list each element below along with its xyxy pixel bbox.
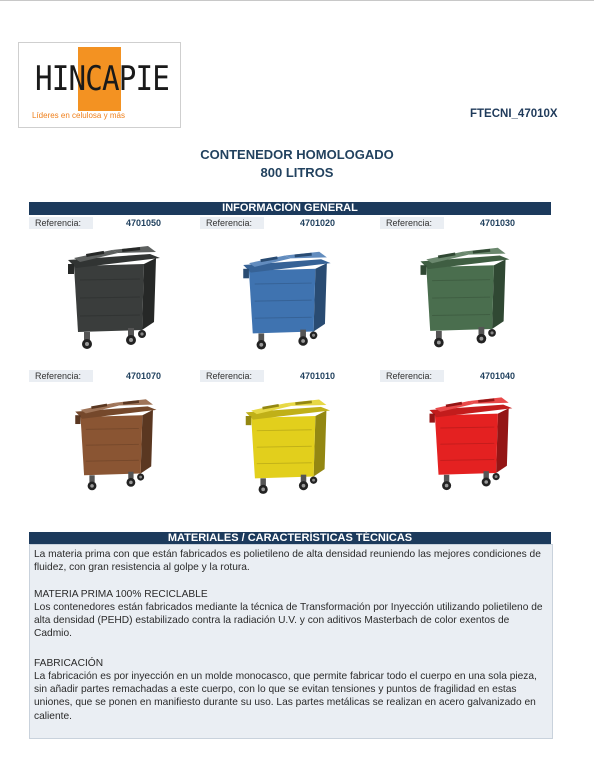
blue-container-icon: [235, 246, 337, 360]
logo-wordmark: HINCAPIE: [35, 59, 169, 99]
materials-intro: La materia prima con que están fabricados es polietileno de alta densidad reuniendo las mejores condiciones de fluidez, con gran resistencia al golpe y la rotura.: [34, 549, 541, 574]
page-title: CONTENEDOR HOMOLOGADO: [200, 147, 394, 162]
recyclable-text: Los contenedores están fabricados mediante la técnica de Transformación por Inyección utilizando polietileno de alta densidad (PEHD) estabilizado contra la radiación U.V. y con aditivos Masterbach de color exentos de Cadmio.: [34, 602, 543, 640]
reference-label: Referencia:: [29, 217, 93, 229]
reference-label: Referencia:: [380, 370, 444, 382]
reference-code: 4701050: [126, 218, 162, 228]
green-container-icon: [411, 242, 517, 358]
fabrication-heading: FABRICACIÓN: [34, 658, 104, 669]
logo-tagline: Líderes en celulosa y más: [32, 111, 125, 120]
reference-code: 4701070: [126, 371, 162, 381]
reference-code: 4701010: [300, 371, 336, 381]
company-logo: [18, 42, 181, 128]
yellow-container-icon: [235, 394, 339, 504]
black-container-icon: [60, 240, 166, 360]
reference-code: 4701020: [300, 218, 336, 228]
brown-container-icon: [62, 394, 168, 500]
reference-label: Referencia:: [29, 370, 93, 382]
red-container-icon: [420, 392, 520, 500]
page-subtitle: 800 LITROS: [260, 165, 334, 180]
fabrication-text: La fabricación es por inyección en un molde monocasco, que permite fabricar todo el cuerpo en una sola pieza, sin añadir partes remachadas a este cuerpo, con lo que se evitan tensiones y puntos de fragilidad en estas uniones, que se ponen en manifiesto durante su uso. Las partes metálicas se realizan en acero galvanizado en caliente.: [34, 671, 537, 722]
reference-label: Referencia:: [200, 217, 264, 229]
general-info-heading: INFORMACIÓN GENERAL: [29, 202, 551, 215]
reference-label: Referencia:: [200, 370, 264, 382]
reference-code: 4701030: [480, 218, 516, 228]
materials-heading: MATERIALES / CARACTERÍSTICAS TÉCNICAS: [29, 532, 551, 545]
document-code: FTECNI_47010X: [470, 108, 558, 120]
reference-label: Referencia:: [380, 217, 444, 229]
recyclable-heading: MATERIA PRIMA 100% RECICLABLE: [34, 589, 208, 600]
reference-code: 4701040: [480, 371, 516, 381]
top-border-line: [0, 0, 594, 1]
